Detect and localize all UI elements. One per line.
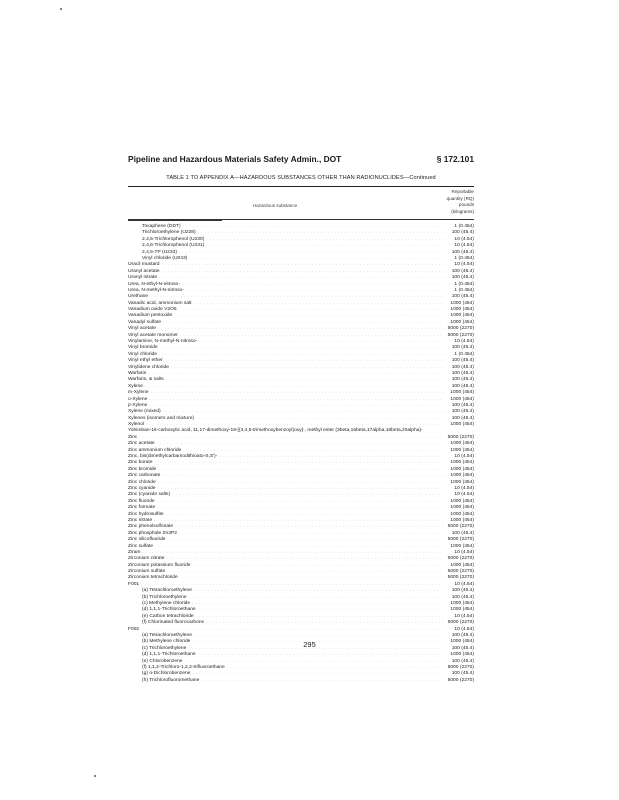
reportable-quantity: 1 (0.454) (454, 351, 474, 357)
substance-name: (d) 1,1,1-Trichloroethane (142, 652, 196, 658)
reportable-quantity: 10 (4.54) (454, 339, 474, 345)
substance-name: (a) Tetrachloroethylene (142, 633, 192, 638)
substance-name: Zinc fluoride (128, 498, 155, 504)
reportable-quantity: 100 (45.4) (451, 268, 474, 274)
reportable-quantity: 5000 (2270) (447, 556, 474, 562)
reportable-quantity: 1000 (454) (450, 479, 474, 485)
reportable-quantity: 100 (45.4) (451, 345, 474, 351)
substance-name: Xylene (128, 383, 143, 389)
reportable-quantity: 100 (45.4) (451, 594, 474, 600)
reportable-quantity: 100 (45.4) (451, 377, 474, 383)
reportable-quantity: 100 (45.4) (451, 671, 474, 677)
substance-name: 2,4,6-Trichlorophenol (U231) (142, 243, 205, 249)
reportable-quantity: 1 (0.454) (454, 224, 474, 229)
substance-name: Vinyl acetate monomer (128, 332, 178, 338)
reportable-quantity: 5000 (2270) (447, 620, 474, 626)
substance-name: Ziram (128, 549, 141, 555)
reportable-quantity: 1000 (454) (450, 498, 474, 504)
reportable-quantity: 1000 (454) (450, 543, 474, 549)
substance-name: Xylene (mixed) (128, 409, 161, 415)
substance-name: F002 (128, 626, 140, 632)
reportable-quantity: 5000 (2270) (447, 434, 474, 440)
reportable-quantity: 1000 (454) (450, 460, 474, 466)
reportable-quantity: 1 (0.454) (454, 255, 474, 261)
substance-name: 2,4,5-Trichlorophenol (U230) (142, 236, 205, 242)
substance-name: Zirconium tetrachloride (128, 575, 178, 581)
substance-name: Yohimban-16-carboxylic acid, 11,17-dimethoxy-18-[(3,4,5-trimethoxybenzoyl)oxy]-, methyl ester (3beta,16beta,17alpha,18beta,20alpha)- (128, 427, 423, 433)
substance-name: Zirconium potassium fluoride (128, 562, 191, 568)
header-title: Pipeline and Hazardous Materials Safety Admin., DOT (128, 154, 342, 164)
substance-name: (e) Carbon tetrachloride (142, 613, 194, 619)
substance-name: Urea, N-methyl-N-nitroso- (128, 287, 184, 293)
reportable-quantity: 100 (45.4) (451, 415, 474, 421)
reportable-quantity: 1000 (454) (450, 447, 474, 453)
reportable-quantity: 10 (4.54) (454, 486, 474, 492)
reportable-quantity: 5000 (2270) (447, 537, 474, 543)
reportable-quantity: 100 (45.4) (451, 402, 474, 408)
reportable-quantity: 5000 (2270) (447, 664, 474, 670)
reportable-quantity: 10 (4.54) (454, 243, 474, 249)
reportable-quantity: 1000 (454) (450, 652, 474, 658)
substance-name: Vinylidene chloride (128, 364, 169, 370)
substance-name: 2,4,5-TP (U233) (142, 249, 177, 255)
header-section: § 172.101 (436, 154, 474, 164)
reportable-quantity: 100 (45.4) (451, 364, 474, 370)
substance-name: Zinc sulfate (128, 543, 154, 549)
column-header-rq-line: pounds (458, 202, 474, 208)
scan-speck-bottom (94, 775, 96, 777)
substance-name: Uranyl acetate (128, 268, 160, 274)
substance-name: Zinc ammonium chloride (128, 447, 182, 453)
substance-name: Zirconium sulfate (128, 569, 166, 575)
substance-name: Urethane (128, 294, 149, 300)
table-title: TABLE 1 TO APPENDIX A—HAZARDOUS SUBSTANCES OTHER THAN RADIONUCLIDES—Continued (166, 175, 436, 181)
reportable-quantity: 1000 (454) (450, 300, 474, 306)
substance-name: p-Xylene (128, 402, 148, 408)
scan-speck-top (60, 8, 62, 10)
reportable-quantity: 100 (45.4) (451, 645, 474, 651)
substance-name: Zirconium nitrate (128, 556, 165, 562)
reportable-quantity: 10 (4.54) (454, 626, 474, 632)
table-top-rule (128, 186, 474, 187)
substance-name: m-Xylene (128, 390, 149, 396)
reportable-quantity: 5000 (2270) (447, 524, 474, 530)
substance-name: (f) Chlorinated fluorocarbons (142, 620, 204, 626)
reportable-quantity: 1000 (454) (450, 639, 474, 645)
reportable-quantity: 1 (0.454) (454, 281, 474, 287)
reportable-quantity: 5000 (2270) (447, 332, 474, 338)
substance-name: Zinc (cyanide salts) (128, 492, 171, 498)
running-header (128, 154, 474, 164)
substance-name: Zinc (128, 434, 138, 440)
reportable-quantity: 1 (0.454) (454, 287, 474, 293)
substance-name: Xylenol (128, 422, 145, 428)
substance-name: Vinylamine, N-methyl-N-nitroso- (128, 339, 198, 345)
substance-name: Uracil mustard (128, 262, 160, 268)
reportable-quantity: 100 (45.4) (451, 275, 474, 281)
reportable-quantity: 1000 (454) (450, 601, 474, 607)
substance-name: Vinyl chloride (U043) (142, 255, 188, 261)
reportable-quantity: 1000 (454) (450, 562, 474, 568)
reportable-quantity: 5000 (2270) (447, 677, 474, 683)
column-header-rq-line: Reportable (451, 189, 474, 194)
substance-name: Zinc chloride (128, 479, 156, 485)
leader-dots (201, 677, 444, 683)
substance-name: (b) Trichloroethylene (142, 594, 187, 600)
reportable-quantity: 10 (4.54) (454, 613, 474, 619)
reportable-quantity: 5000 (2270) (447, 569, 474, 575)
substance-name: Toxaphene (DDT) (142, 224, 181, 229)
reportable-quantity: 1000 (454) (450, 466, 474, 472)
reportable-quantity: 1000 (454) (450, 390, 474, 396)
substance-name: (f) 1,1,2-Trichloro-1,2,2-trifluoroethane (142, 664, 225, 670)
reportable-quantity: 100 (45.4) (451, 658, 474, 664)
substance-name: Urea, N-ethyl-N-nitroso- (128, 281, 180, 287)
substance-name: Zinc formate (128, 505, 156, 511)
reportable-quantity: 10 (4.54) (454, 492, 474, 498)
substance-name: (h) Trichlorofluoromethane (142, 677, 200, 683)
reportable-quantity: 10 (4.54) (454, 262, 474, 268)
reportable-quantity: 100 (45.4) (451, 370, 474, 376)
reportable-quantity: 100 (45.4) (451, 530, 474, 536)
substance-name: (e) Chlorobenzene (142, 658, 183, 664)
continuation-rule (128, 220, 222, 221)
reportable-quantity: 1000 (454) (450, 313, 474, 319)
reportable-quantity: 100 (45.4) (451, 409, 474, 415)
substance-name: Zinc cyanide (128, 486, 156, 492)
substance-name: Zinc acetate (128, 441, 155, 447)
substance-name: (d) 1,1,1-Trichloroethane (142, 607, 196, 613)
substance-name: Uranyl nitrate (128, 275, 158, 281)
column-header-substance: Hazardous substance (252, 203, 298, 208)
substance-name: Warfarin, & salts (128, 377, 164, 383)
substance-name: Zinc phosphide Zn3P2 (128, 530, 177, 536)
substance-name: (a) Tetrachloroethylene (142, 588, 192, 594)
substance-name: Vanadic acid, ammonium salt (128, 300, 192, 306)
substance-name: Zinc bromide (128, 466, 157, 472)
substance-name: Vinyl chloride (128, 351, 157, 357)
reportable-quantity: 1000 (454) (450, 517, 474, 523)
reportable-quantity: 10 (4.54) (454, 454, 474, 460)
substance-name: Zinc carbonate (128, 473, 161, 479)
reportable-quantity: 10 (4.54) (454, 236, 474, 242)
substance-name: Warfarin (128, 370, 147, 376)
reportable-quantity: 1000 (454) (450, 505, 474, 511)
column-header-rq (420, 189, 474, 215)
reportable-quantity: 1000 (454) (450, 319, 474, 325)
reportable-quantity: 100 (45.4) (451, 633, 474, 638)
substance-name: Zinc borate (128, 460, 153, 466)
substance-name: Zinc phenolsulfonate (128, 524, 174, 530)
reportable-quantity: 100 (45.4) (451, 358, 474, 364)
reportable-quantity: 1000 (454) (450, 422, 474, 428)
substance-name: (b) Methylene chloride (142, 639, 191, 645)
reportable-quantity: 100 (45.4) (451, 230, 474, 236)
substance-name: F001 (128, 581, 140, 587)
substance-name: (g) o-Dichlorobenzene (142, 671, 191, 677)
reportable-quantity: 100 (45.4) (451, 249, 474, 255)
reportable-quantity: 1000 (454) (450, 396, 474, 402)
reportable-quantity: 10 (4.54) (454, 549, 474, 555)
reportable-quantity: 1000 (454) (450, 607, 474, 613)
reportable-quantity: 1000 (454) (450, 473, 474, 479)
substance-name: Zinc nitrate (128, 517, 153, 523)
reportable-quantity: 100 (45.4) (451, 383, 474, 389)
substance-name: Trichloroethylene (U228) (142, 230, 196, 236)
reportable-quantity: 10 (4.54) (454, 581, 474, 587)
column-header-rq-line: (kilograms) (451, 208, 474, 214)
substance-name: Vanadyl sulfate (128, 319, 162, 325)
reportable-quantity: 5000 (2270) (447, 326, 474, 332)
reportable-quantity: 1000 (454) (450, 511, 474, 517)
substance-name: Zinc hydrosulfite (128, 511, 164, 517)
substance-name: Zinc, bis(dimethylcarbamodithioato-S,S')- (128, 454, 218, 460)
reportable-quantity: 100 (45.4) (451, 588, 474, 594)
substance-name: (c) Methylene chloride (142, 601, 191, 607)
page-number: 295 (303, 640, 316, 649)
substance-name: Vinyl acetate (128, 326, 156, 332)
reportable-quantity: 100 (45.4) (451, 294, 474, 300)
substance-name: (c) Trichloroethylene (142, 645, 187, 651)
substance-name: Vinyl bromide (128, 345, 158, 351)
substance-name: Vanadium pentoxide (128, 313, 173, 319)
reportable-quantity: 1000 (454) (450, 307, 474, 313)
substance-name: Vinyl ethyl ether (128, 358, 163, 364)
column-header-rq-line: quantity (RQ) (446, 195, 474, 201)
reportable-quantity: 1000 (454) (450, 441, 474, 447)
substance-name: Vanadium oxide V2O5 (128, 307, 177, 313)
reportable-quantity: 5000 (2270) (447, 575, 474, 581)
table-row (128, 677, 474, 683)
substance-name: Xylenes (isomers and mixture) (128, 415, 195, 421)
substance-name: Zinc silicofluoride (128, 537, 166, 543)
substance-name: o-Xylene (128, 396, 148, 402)
substance-table-body (128, 223, 474, 683)
